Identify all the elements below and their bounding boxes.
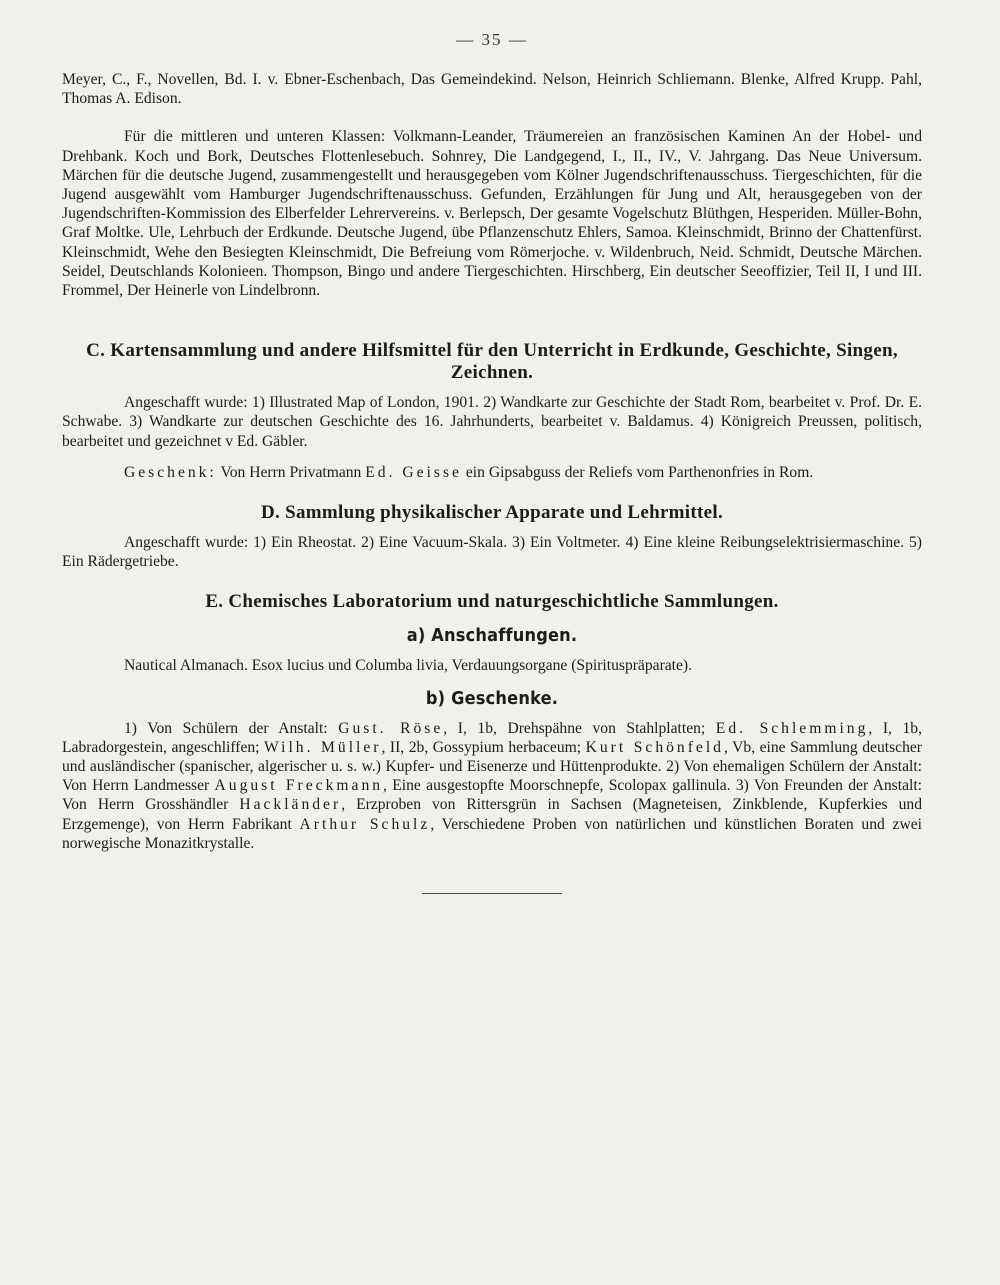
section-d-acquired-text: 1) Ein Rheostat. 2) Eine Vacuum-Skala. 3) Ein Voltmeter. 4) Eine kleine Reibungselektrisiermaschine. 5) Ein Rädergetriebe. [62, 534, 922, 571]
book-list-lower-classes [62, 127, 922, 300]
gift-text-segment: , I, 1b, Drehspähne von Stahlplatten; [443, 719, 716, 737]
gift-text-segment: , Verschiedene Proben von natürlichen und künstlichen Boraten und zwei norwegische Monazitkrystalle. [62, 815, 922, 852]
gift-text-segment: , I, 1b, Labradorgestein, angeschliffen; [62, 719, 922, 756]
document-page [62, 30, 922, 894]
section-c-acquired-label: Angeschafft wurde: [124, 394, 248, 412]
section-c-gift [62, 463, 922, 482]
section-d-acquired-label: Angeschafft wurde: [124, 534, 249, 552]
gift-text-segment: , Eine ausgestopfte Moorschnepfe, Scolopax gallinula. 3) Von Freunden der Anstalt: Von Herrn Grosshändler [62, 777, 922, 814]
section-c-gift-label: Geschenk: [124, 463, 217, 481]
donor-name: Kurt Schönfeld [585, 738, 724, 756]
section-c-gift-name: Ed. Geisse [365, 463, 462, 481]
donor-name: Wilh. Müller [264, 738, 382, 756]
section-e [62, 591, 922, 853]
section-e-heading: E. Chemisches Laboratorium und naturgeschichtliche Sammlungen. [205, 591, 779, 613]
book-list-intro [62, 70, 922, 108]
gift-text-segment: , Erzproben von Rittersgrün in Sachsen (Magneteisen, Zinkblende, Kupferkies und Erzgemenge), von Herrn Fabrikant [62, 796, 922, 833]
section-c-acquired-text: 1) Illustrated Map of London, 1901. 2) Wandkarte zur Geschichte der Stadt Rom, bearbeitet v. Prof. Dr. E. Schwabe. 3) Wandkarte zur deutschen Geschichte des 16. Jahrhunderts, bearbeitet v. Baldamus. 4) Königreich Preussen, politisch, bearbeitet und gezeichnet v Ed. Gäbler. [62, 394, 922, 450]
section-c-acquired [62, 393, 922, 451]
book-list-paragraph: Meyer, C., F., Novellen, Bd. I. v. Ebner-Eschenbach, Das Gemeindekind. Nelson, Heinrich Schliemann. Blenke, Alfred Krupp. Pahl, Thomas A. Edison. [62, 71, 922, 108]
section-d [62, 502, 922, 571]
end-rule [422, 893, 562, 894]
section-e-sub-a-heading: a) Anschaffungen. [406, 625, 578, 647]
section-c [62, 340, 922, 482]
section-d-heading: D. Sammlung physikalischer Apparate und Lehrmittel. [260, 502, 724, 524]
section-c-heading: C. Kartensammlung und andere Hilfsmittel für den Unterricht in Erdkunde, Geschichte, Singen, Zeichnen. [86, 340, 898, 384]
lower-classes-paragraph: Für die mittleren und unteren Klassen: Volkmann-Leander, Träumereien an französischen Kaminen An der Hobel- und Drehbank. Koch und Bork, Deutsches Flottenlesebuch. Sohnrey, Die Landgegend, I., II., IV., V. Jahrgang. Das Neue Universum. Märchen für die deutsche Jugend, zusammengestellt und herausgegeben vom Kölner Jugendschriftenausschuss. Tiergeschichten, für die Jugend ausgewählt vom Hamburger Jugendschriftenausschuss. Gefunden, Erzählungen für Jung und Alt, herausgegeben von der Jugendschriften-Kommission des Elberfelder Lehrervereins. v. Berlepsch, Der gesamte Vogelschutz Blüthgen, Hesperiden. Müller-Bohn, Graf Moltke. Ule, Lehrbuch der Erdkunde. Deutsche Jugend, übe Pflanzenschutz Ehlers, Samoa. Kleinschmidt, Brinno der Chattenfürst. Kleinschmidt, Wehe den Besiegten Kleinschmidt, Die Befreiung vom Römerjoche. v. Wildenbruch, Neid. Schmidt, Deutsche Märchen. Seidel, Deutschlands Kolonieen. Thompson, Bingo und andere Tiergeschichten. Hirschberg, Ein deutscher Seeoffizier, Teil II, I und III. Frommel, Der Heinerle von Lindelbronn. [62, 128, 922, 300]
section-e-sub-b-heading: b) Geschenke. [425, 687, 559, 709]
gift-text-segment: , II, 2b, Gossypium herbaceum; [381, 738, 586, 756]
gift-text-segment: 1) Von Schülern der Anstalt: [124, 719, 339, 737]
gift-text-segment: , Vb, eine Sammlung deutscher und ausländischer (spanischer, algerischer u. s. w.) Kupfer- und Eisenerze und Hüttenprodukte. 2) Von ehemaligen Schülern der Anstalt: Von Herrn Landmesser [62, 738, 922, 795]
donor-name: Ed. Schlemming [715, 719, 869, 737]
donor-name: Hackländer [239, 796, 342, 814]
section-c-gift-text-b: ein Gipsabguss der Reliefs vom Parthenonfries in Rom. [465, 463, 814, 481]
donor-name: August Freckmann [214, 777, 384, 795]
section-d-acquired [62, 533, 922, 571]
section-c-gift-text-a: Von Herrn Privatmann [220, 463, 362, 481]
donor-name: Gust. Röse [338, 719, 444, 737]
section-e-sub-a-text: Nautical Almanach. Esox lucius und Columba livia, Verdauungsorgane (Spirituspräparate). [124, 657, 693, 675]
donor-name: Arthur Schulz [299, 815, 431, 833]
section-e-gifts-paragraph [62, 719, 922, 853]
page-number: — 35 — [456, 30, 528, 49]
